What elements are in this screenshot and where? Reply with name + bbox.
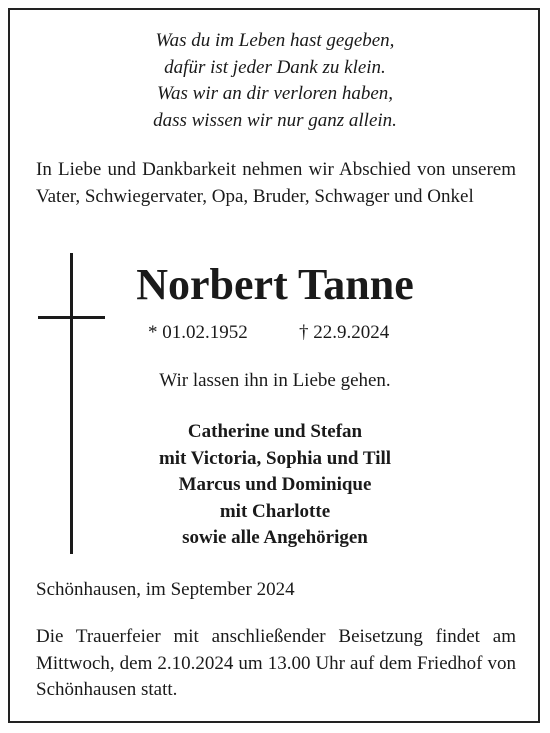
poem-line: dafür ist jeder Dank zu klein. [164,56,386,78]
mourner-line: Marcus und Dominique [178,474,372,495]
farewell-line: Wir lassen ihn in Liebe gehen. [159,370,391,391]
mourner-line: Catherine und Stefan [187,421,363,442]
mourner-line: mit Victoria, Sophia und Till [158,447,392,469]
deceased-name: Norbert Tanne [136,260,414,309]
cross-vertical-bar [70,253,73,554]
birth-date: * 01.02.1952 [148,322,248,343]
memorial-poem [0,28,550,134]
mourners-list [100,419,450,552]
mourner-line: sowie alle Angehörigen [182,527,368,548]
poem-line: Was wir an dir verloren haben, [156,83,394,104]
death-date: † 22.9.2024 [299,322,390,343]
place-and-date: Schönhausen, im September 2024 [36,579,295,600]
poem-line: dass wissen wir nur ganz allein. [153,109,397,131]
poem-line: Was du im Leben hast gegeben, [155,30,395,51]
funeral-service-info: Die Trauerfeier mit anschließender Beisetzung findet am Mittwoch, dem 2.10.2024 um 13.00 Uhr auf dem Friedhof von Schönhausen statt. [36,626,516,700]
cross-horizontal-bar [38,316,105,319]
intro-text: In Liebe und Dankbarkeit nehmen wir Abschied von unserem Vater, Schwiegervater, Opa, Bruder, Schwager und Onkel [36,159,516,207]
mourner-line: mit Charlotte [219,500,331,522]
